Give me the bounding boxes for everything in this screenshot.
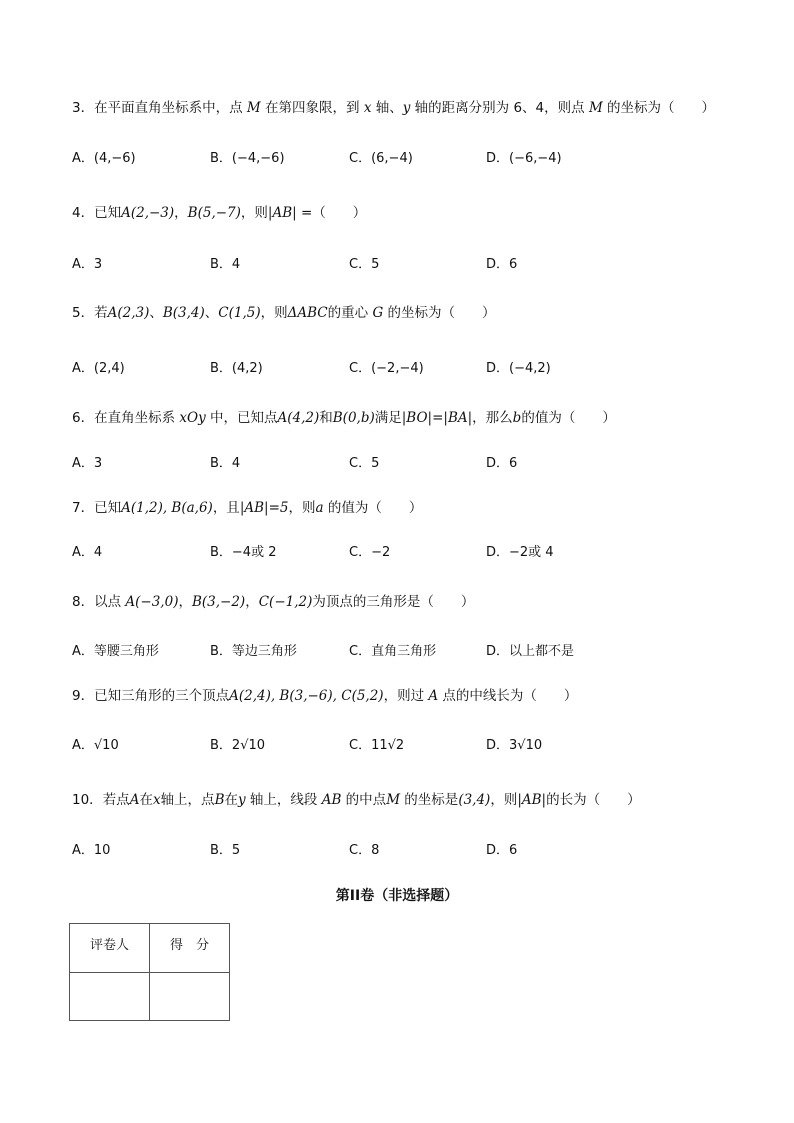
- question-number: 4．: [72, 205, 95, 221]
- stem-math: B(3,−2): [191, 594, 246, 610]
- option-a[interactable]: A．4: [72, 545, 103, 560]
- stem-text: 轴的距离分别为 6、4，则点: [410, 100, 589, 116]
- option-a[interactable]: A．(2,4): [72, 361, 125, 376]
- stem-text: 已知三角形的三个顶点: [94, 688, 230, 704]
- stem-text: 的坐标为（ ）: [383, 305, 496, 321]
- stem-text: 、: [204, 305, 219, 321]
- option-d[interactable]: D．(−6,−4): [486, 151, 562, 166]
- option-c[interactable]: C．−2: [349, 545, 391, 560]
- option-b[interactable]: B．4: [210, 456, 241, 471]
- stem-text: 的中点: [341, 792, 387, 808]
- options-7: [72, 543, 672, 563]
- grader-cell[interactable]: [70, 973, 150, 1021]
- question-number: 10．: [72, 792, 103, 808]
- stem-text: 的值为（ ）: [323, 500, 423, 516]
- stem-math: ΔABC: [287, 305, 328, 321]
- stem-text: 轴上，点: [160, 792, 215, 808]
- option-b[interactable]: B．(4,2): [210, 361, 263, 376]
- stem-math: |AB|=5: [239, 500, 289, 516]
- stem-text: 在直角坐标系: [94, 410, 180, 426]
- stem-text: 为顶点的三角形是（ ）: [312, 594, 475, 610]
- stem-math: y: [402, 100, 411, 116]
- option-a[interactable]: A．√10: [72, 738, 119, 753]
- option-b[interactable]: B．−4或 2: [210, 545, 277, 560]
- stem-text: ，: [245, 594, 259, 610]
- stem-math: B(0,b): [332, 410, 375, 426]
- stem-text: 的坐标为（ ）: [602, 100, 716, 116]
- options-8: [72, 642, 672, 662]
- grader-label: 评卷人: [70, 924, 150, 973]
- stem-text: 在: [139, 792, 153, 808]
- stem-math: B: [214, 792, 225, 808]
- stem-text: 在平面直角坐标系中，点: [94, 100, 247, 116]
- option-a[interactable]: A．等腰三角形: [72, 644, 159, 659]
- stem-math: |AB|: [267, 205, 297, 221]
- stem-text: 轴、: [371, 100, 403, 116]
- option-c[interactable]: C．(6,−4): [349, 151, 413, 166]
- option-b[interactable]: B．5: [210, 843, 241, 858]
- stem-text: =（ ）: [296, 205, 367, 221]
- option-a[interactable]: A．3: [72, 257, 103, 272]
- stem-math: xOy: [179, 410, 206, 426]
- question-number: 6．: [72, 410, 95, 426]
- section-title: 第II卷（非选择题）: [335, 888, 459, 904]
- stem-text: 以点: [94, 594, 126, 610]
- question-number: 8．: [72, 594, 95, 610]
- stem-text: 满足: [374, 410, 402, 426]
- stem-text: 的重心: [327, 305, 373, 321]
- stem-text: 在第四象限，到: [260, 100, 364, 116]
- stem-math: A(4,2): [277, 410, 320, 426]
- stem-math: a: [315, 500, 324, 516]
- score-cell[interactable]: [150, 973, 230, 1021]
- stem-text: ，则过: [383, 688, 429, 704]
- option-b[interactable]: B．(−4,−6): [210, 151, 285, 166]
- options-6: [72, 454, 672, 474]
- stem-text: ，则: [260, 305, 288, 321]
- stem-math: M: [386, 792, 401, 808]
- option-c[interactable]: C．5: [349, 456, 380, 471]
- stem-text: 中，已知点: [205, 410, 278, 426]
- options-9: [72, 736, 672, 756]
- question-number: 5．: [72, 305, 95, 321]
- option-c[interactable]: C．8: [349, 843, 380, 858]
- option-d[interactable]: D．3√10: [486, 738, 543, 753]
- stem-math: B(5,−7): [187, 205, 241, 221]
- option-d[interactable]: D．6: [486, 257, 518, 272]
- question-7: [72, 498, 422, 518]
- option-a[interactable]: A．10: [72, 843, 111, 858]
- stem-math: y: [237, 792, 246, 808]
- stem-text: 若点: [102, 792, 130, 808]
- stem-text: ，则: [490, 792, 518, 808]
- question-8: [72, 592, 474, 612]
- stem-math: G: [372, 305, 384, 321]
- question-3: [72, 98, 715, 118]
- stem-text: 、: [149, 305, 163, 321]
- option-d[interactable]: D．6: [486, 843, 518, 858]
- option-b[interactable]: B．2√10: [210, 738, 266, 753]
- stem-math: C(−1,2): [258, 594, 313, 610]
- option-d[interactable]: D．(−4,2): [486, 361, 551, 376]
- stem-math: x: [363, 100, 372, 116]
- question-number: 9．: [72, 688, 95, 704]
- stem-math: AB: [321, 792, 342, 808]
- stem-text: ，则: [240, 205, 268, 221]
- score-table: [69, 923, 230, 1021]
- stem-text: 若: [94, 305, 108, 321]
- stem-math: M: [588, 100, 603, 116]
- stem-math: A(2,4), B(3,−6), C(5,2): [229, 688, 384, 704]
- stem-text: 的坐标是: [400, 792, 459, 808]
- stem-math: A(1,2), B(a,6): [121, 500, 213, 516]
- question-4: [72, 203, 366, 223]
- stem-text: 已知: [94, 500, 122, 516]
- score-label: 得 分: [150, 924, 230, 973]
- stem-math: A(−3,0): [125, 594, 179, 610]
- stem-math: A(2,−3): [121, 205, 175, 221]
- stem-math: b: [512, 410, 522, 426]
- stem-text: 和: [319, 410, 333, 426]
- question-9: [72, 686, 577, 706]
- stem-math: A(2,3): [107, 305, 150, 321]
- option-d[interactable]: D．以上都不是: [486, 644, 575, 659]
- stem-text: 的长为（ ）: [546, 792, 641, 808]
- options-10: [72, 841, 672, 861]
- options-4: [72, 255, 672, 275]
- question-6: [72, 408, 616, 428]
- option-c[interactable]: C．5: [349, 257, 380, 272]
- option-b[interactable]: B．4: [210, 257, 241, 272]
- stem-text: 轴上，线段: [245, 792, 322, 808]
- question-number: 7．: [72, 500, 95, 516]
- option-c[interactable]: C．(−2,−4): [349, 361, 424, 376]
- question-10: [72, 790, 641, 810]
- stem-math: B(3,4): [162, 305, 205, 321]
- option-c[interactable]: C．直角三角形: [349, 644, 437, 659]
- option-d[interactable]: D．−2或 4: [486, 545, 554, 560]
- options-3: [72, 149, 672, 169]
- stem-text: 已知: [94, 205, 122, 221]
- option-c[interactable]: C．11√2: [349, 738, 405, 753]
- stem-math: (3,4): [458, 792, 491, 808]
- stem-math: M: [246, 100, 261, 116]
- options-5: [72, 359, 672, 379]
- option-d[interactable]: D．6: [486, 456, 518, 471]
- stem-text: ，: [174, 205, 188, 221]
- stem-text: ，且: [212, 500, 240, 516]
- stem-math: A: [428, 688, 439, 704]
- stem-text: 在: [224, 792, 238, 808]
- stem-math: x: [152, 792, 161, 808]
- stem-text: 点的中线长为（ ）: [438, 688, 578, 704]
- stem-math: C(1,5): [218, 305, 261, 321]
- stem-math: |BO|=|BA|: [401, 410, 473, 426]
- option-a[interactable]: A．(4,−6): [72, 151, 136, 166]
- stem-text: ，则: [288, 500, 316, 516]
- question-number: 3．: [72, 100, 95, 116]
- question-5: [72, 303, 496, 323]
- stem-text: ，: [178, 594, 192, 610]
- option-a[interactable]: A．3: [72, 456, 103, 471]
- stem-text: ，那么: [472, 410, 513, 426]
- option-b[interactable]: B．等边三角形: [210, 644, 297, 659]
- stem-math: |AB|: [517, 792, 547, 808]
- stem-text: 的值为（ ）: [521, 410, 616, 426]
- stem-math: A: [129, 792, 140, 808]
